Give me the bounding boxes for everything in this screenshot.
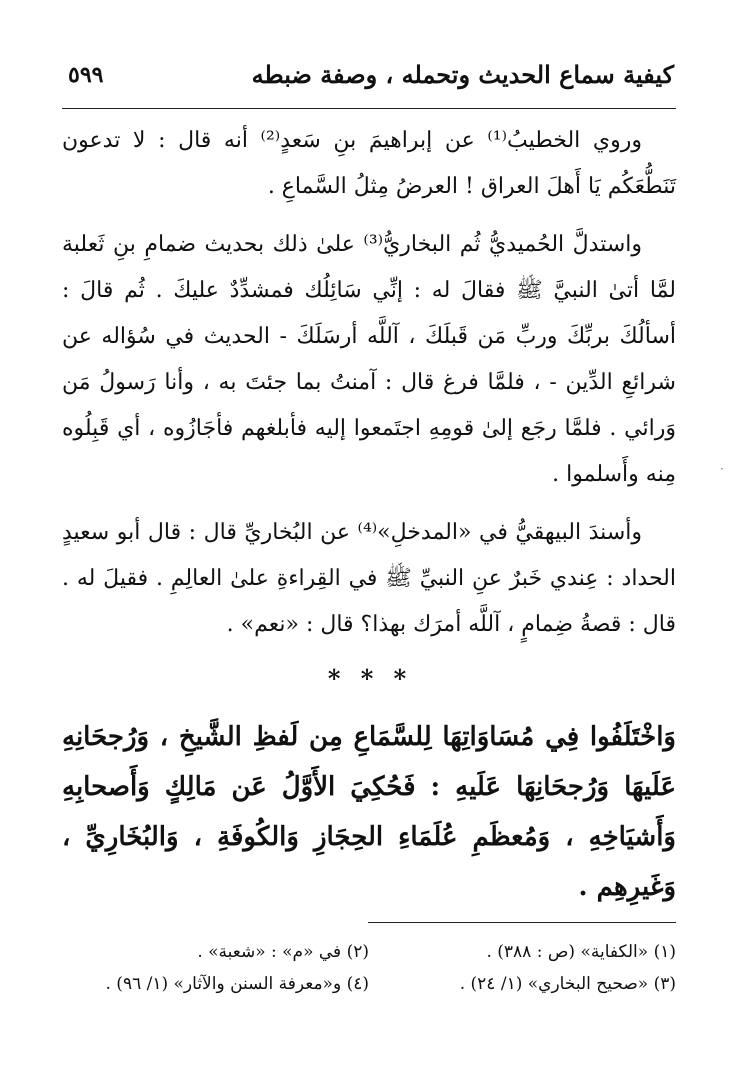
footnote-row: [62, 942, 676, 974]
paragraph-bayhaqi: وأسندَ البيهقيُّ في «المدخلِ»⁽⁴⁾ عن البُخاريِّ قال : قال أبو سعيدٍ الحداد : عِندي خَبرٌ عنِ النبيِّ ﷺ في القِراءةِ علىٰ العالِمِ . فقيلَ له . قال : قصةُ ضِمامٍ ، آللَّه أمرَك بهذا؟ قال : «نعم» .: [62, 520, 676, 637]
stray-mark: ·: [720, 462, 724, 476]
matn-paragraph: وَاخْتَلَفُوا فِي مُسَاوَاتِهَا لِلسَّمَاعِ مِن لَفظِ الشَّيخِ ، وَرُجحَانِهِ عَلَيهَا وَرُجحَانِهَا عَلَيهِ : فَحُكِيَ الأَوَّلُ عَن مَالِكٍ وَأَصحابِهِ وَأَشيَاخِهِ ، وَمُعظَمِ عُلَمَاءِ الحِجَازِ وَالكُوفَةِ ، وَالبُخَارِيِّ ، وَغَيرِهِم .: [62, 722, 676, 902]
matn-text: [62, 712, 676, 912]
footnote-4: (٤) و«معرفة السنن والآثار» (١/ ٩٦) .: [105, 974, 369, 994]
section-separator: * * *: [327, 664, 413, 693]
paragraph-dimam: واستدلَّ الحُميديُّ ثُم البخاريُّ⁽³⁾ علىٰ ذلك بحديث ضمامِ بنِ ثَعلبة لمَّا أتىٰ النبيَّ ﷺ فقالَ له : إنِّي سَائِلُك فمشدِّدٌ عليكَ . ثُم قالَ : أسألُكَ بربِّكَ وربِّ مَن قَبلَكَ ، آللَّه أرسَلَكَ - الحديث في سُؤاله عن شرائعِ الدِّين - ، فلمَّا فرغ قال : آمنتُ بما جئتَ به ، وأنا رَسولُ مَن وَرائي . فلمَّا رجَع إلىٰ قومِهِ اجتَمعوا إليه فأبلغهم فأجَازُوه ، أي قَبِلُوه مِنه وأَسلموا .: [62, 232, 676, 487]
footnote-2: (٢) في «م» : «شعبة» .: [197, 942, 369, 962]
commentary-text: [62, 118, 676, 648]
footnote-row: [62, 974, 676, 1006]
footnote-3: (٣) «صحيح البخاري» (١/ ٢٤) .: [459, 974, 676, 994]
footnote-1: (١) «الكفاية» (ص : ٣٨٨) .: [486, 942, 676, 962]
footnotes: [62, 942, 676, 1006]
chapter-title: كيفية سماع الحديث وتحمله ، وصفة ضبطه: [251, 60, 674, 89]
header-rule: [62, 108, 676, 109]
page-number: ٥٩٩: [68, 62, 104, 88]
footnote-rule: [368, 922, 676, 923]
paragraph-khatib: وروي الخطيبُ⁽¹⁾ عن إبراهيمَ بنِ سَعدٍ⁽²⁾ أنه قال : لا تدعون تَنَطُّعَكُم يَا أَهلَ العراق ! العرضُ مِثلُ السَّماعِ .: [62, 128, 676, 199]
running-header: [68, 60, 674, 104]
